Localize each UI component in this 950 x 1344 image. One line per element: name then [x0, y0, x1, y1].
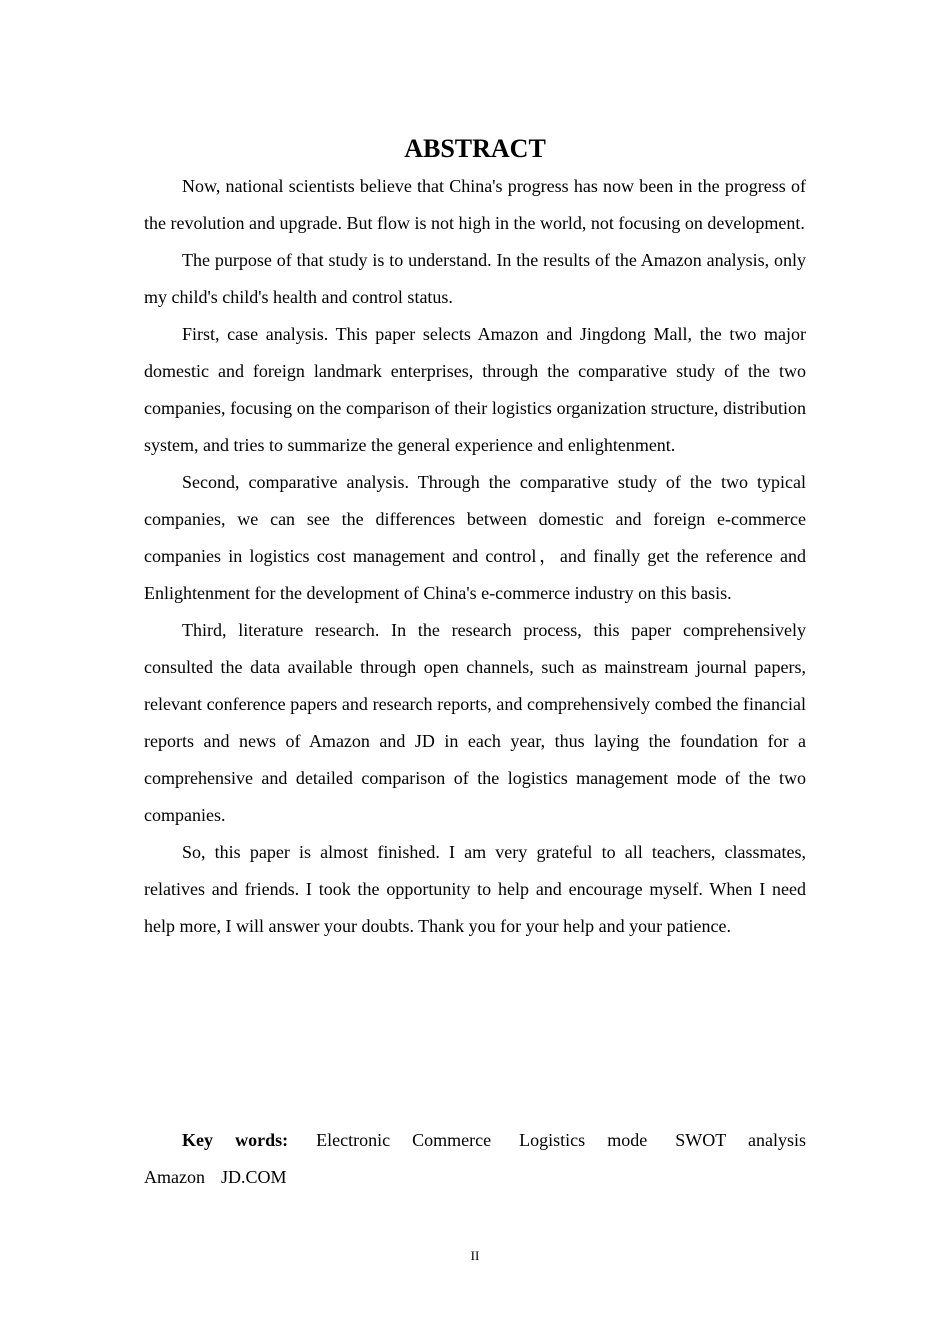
- keyword-item: SWOT analysis: [675, 1130, 806, 1150]
- abstract-paragraph-3: First, case analysis. This paper selects Amazon and Jingdong Mall, the two major domestic and foreign landmark enterprises, through the comparative study of the two companies, focusing on the comparison of their logistics organization structure, distribution system, and tries to summarize the general experience and enlightenment.: [144, 324, 806, 455]
- keyword-item: Electronic Commerce: [316, 1130, 492, 1150]
- abstract-paragraph-6: So, this paper is almost finished. I am very grateful to all teachers, classmates, relatives and friends. I took the opportunity to help and encourage myself. When I need help more, I will answer your doubts. Thank you for your help and your patience.: [144, 842, 806, 936]
- abstract-paragraph-5: Third, literature research. In the research process, this paper comprehensively consulted the data available through open channels, such as mainstream journal papers, relevant conference papers and research reports, and comprehensively combed the financial reports and news of Amazon and JD in each year, thus laying the foundation for a comprehensive and detailed comparison of the logistics management mode of the two companies.: [144, 620, 806, 825]
- keyword-item: Logistics mode: [519, 1130, 648, 1150]
- page-number: II: [470, 1248, 480, 1263]
- abstract-paragraph-4: Second, comparative analysis. Through the comparative study of the two typical companies, we can see the differences between domestic and foreign e-commerce companies in logistics cost management and control，and finally get the reference and Enlightenment for the development of China's e-commerce industry on this basis.: [144, 472, 806, 603]
- abstract-paragraph-2: The purpose of that study is to understand. In the results of the Amazon analysis, only my child's child's health and control status.: [144, 250, 806, 307]
- keywords-line: [144, 1122, 806, 1196]
- abstract-paragraph-1: Now, national scientists believe that China's progress has now been in the progress of the revolution and upgrade. But flow is not high in the world, not focusing on development.: [144, 176, 806, 233]
- keyword-item: JD.COM: [220, 1167, 287, 1187]
- abstract-title: ABSTRACT: [404, 134, 546, 163]
- abstract-body: [144, 168, 806, 945]
- keywords-label: Key words:: [182, 1130, 289, 1150]
- keyword-item: Amazon: [144, 1167, 205, 1187]
